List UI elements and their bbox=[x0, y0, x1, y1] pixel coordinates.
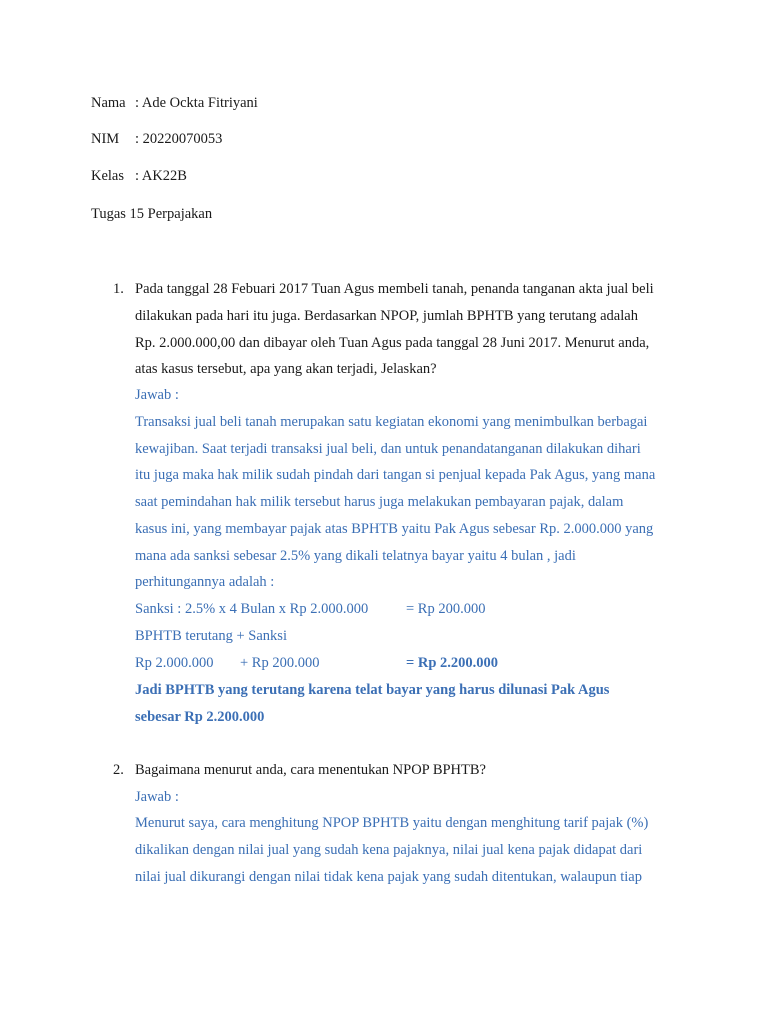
sum-sanksi: + Rp 200.000 bbox=[240, 655, 320, 671]
question-1-line: atas kasus tersebut, apa yang akan terjadi, Jelaskan? bbox=[135, 361, 437, 377]
answer-1-line: kasus ini, yang membayar pajak atas BPHTB yaitu Pak Agus sebesar Rp. 2.000.000 yang bbox=[135, 521, 654, 537]
question-2-number: 2. bbox=[113, 762, 124, 778]
answer-1-line: mana ada sanksi sebesar 2.5% yang dikali telatnya bayar yaitu 4 bulan , jadi bbox=[135, 548, 576, 564]
answer-1-line: perhitungannya adalah : bbox=[135, 574, 275, 590]
sum-label: BPHTB terutang + Sanksi bbox=[135, 628, 287, 644]
answer-2-line: Menurut saya, cara menghitung NPOP BPHTB yaitu dengan menghitung tarif pajak (%) bbox=[135, 815, 649, 831]
nim-label: NIM bbox=[91, 131, 120, 147]
sum-bphtb: Rp 2.000.000 bbox=[135, 655, 214, 671]
question-1-line: Rp. 2.000.000,00 dan dibayar oleh Tuan Agus pada tanggal 28 Juni 2017. Menurut anda, bbox=[135, 335, 650, 351]
conclusion-line: sebesar Rp 2.200.000 bbox=[135, 709, 265, 725]
answer-1-line: Transaksi jual beli tanah merupakan satu kegiatan ekonomi yang menimbulkan berbagai bbox=[135, 414, 648, 430]
answer-1-line: kewajiban. Saat terjadi transaksi jual beli, dan untuk penandatanganan dilakukan dihari bbox=[135, 441, 641, 457]
question-1-line: Pada tanggal 28 Febuari 2017 Tuan Agus membeli tanah, penanda tanganan akta jual beli bbox=[135, 281, 654, 297]
assignment-title: Tugas 15 Perpajakan bbox=[91, 206, 213, 222]
answer-1-line: itu juga maka hak milik sudah pindah dari tangan si penjual kepada Pak Agus, yang mana bbox=[135, 467, 656, 483]
nim-value: : 20220070053 bbox=[135, 131, 223, 147]
nim-line bbox=[91, 130, 222, 148]
answer-2-line: dikalikan dengan nilai jual yang sudah kena pajaknya, nilai jual kena pajak didapat dari bbox=[135, 842, 643, 858]
kelas-label: Kelas bbox=[91, 168, 125, 184]
nama-value: : Ade Ockta Fitriyani bbox=[135, 95, 258, 111]
question-1-line: dilakukan pada hari itu juga. Berdasarkan NPOP, jumlah BPHTB yang terutang adalah bbox=[135, 308, 638, 324]
jawab-2-label: Jawab : bbox=[135, 789, 179, 805]
kelas-line bbox=[91, 167, 187, 185]
nama-line bbox=[91, 94, 258, 112]
sum-total: = Rp 2.200.000 bbox=[406, 655, 499, 671]
answer-2-line: nilai jual dikurangi dengan nilai tidak kena pajak yang sudah ditentukan, walaupun tiap bbox=[135, 869, 642, 885]
nama-label: Nama bbox=[91, 95, 126, 111]
question-1-number: 1. bbox=[113, 281, 124, 297]
answer-1-line: saat pemindahan hak milik tersebut harus juga melakukan pembayaran pajak, dalam bbox=[135, 494, 624, 510]
jawab-1-label: Jawab : bbox=[135, 387, 179, 403]
conclusion-line: Jadi BPHTB yang terutang karena telat bayar yang harus dilunasi Pak Agus bbox=[135, 682, 610, 698]
sanksi-result: = Rp 200.000 bbox=[406, 601, 486, 617]
kelas-value: : AK22B bbox=[135, 168, 187, 184]
sanksi-calculation: Sanksi : 2.5% x 4 Bulan x Rp 2.000.000 bbox=[135, 601, 369, 617]
question-2-text: Bagaimana menurut anda, cara menentukan NPOP BPHTB? bbox=[135, 762, 486, 778]
